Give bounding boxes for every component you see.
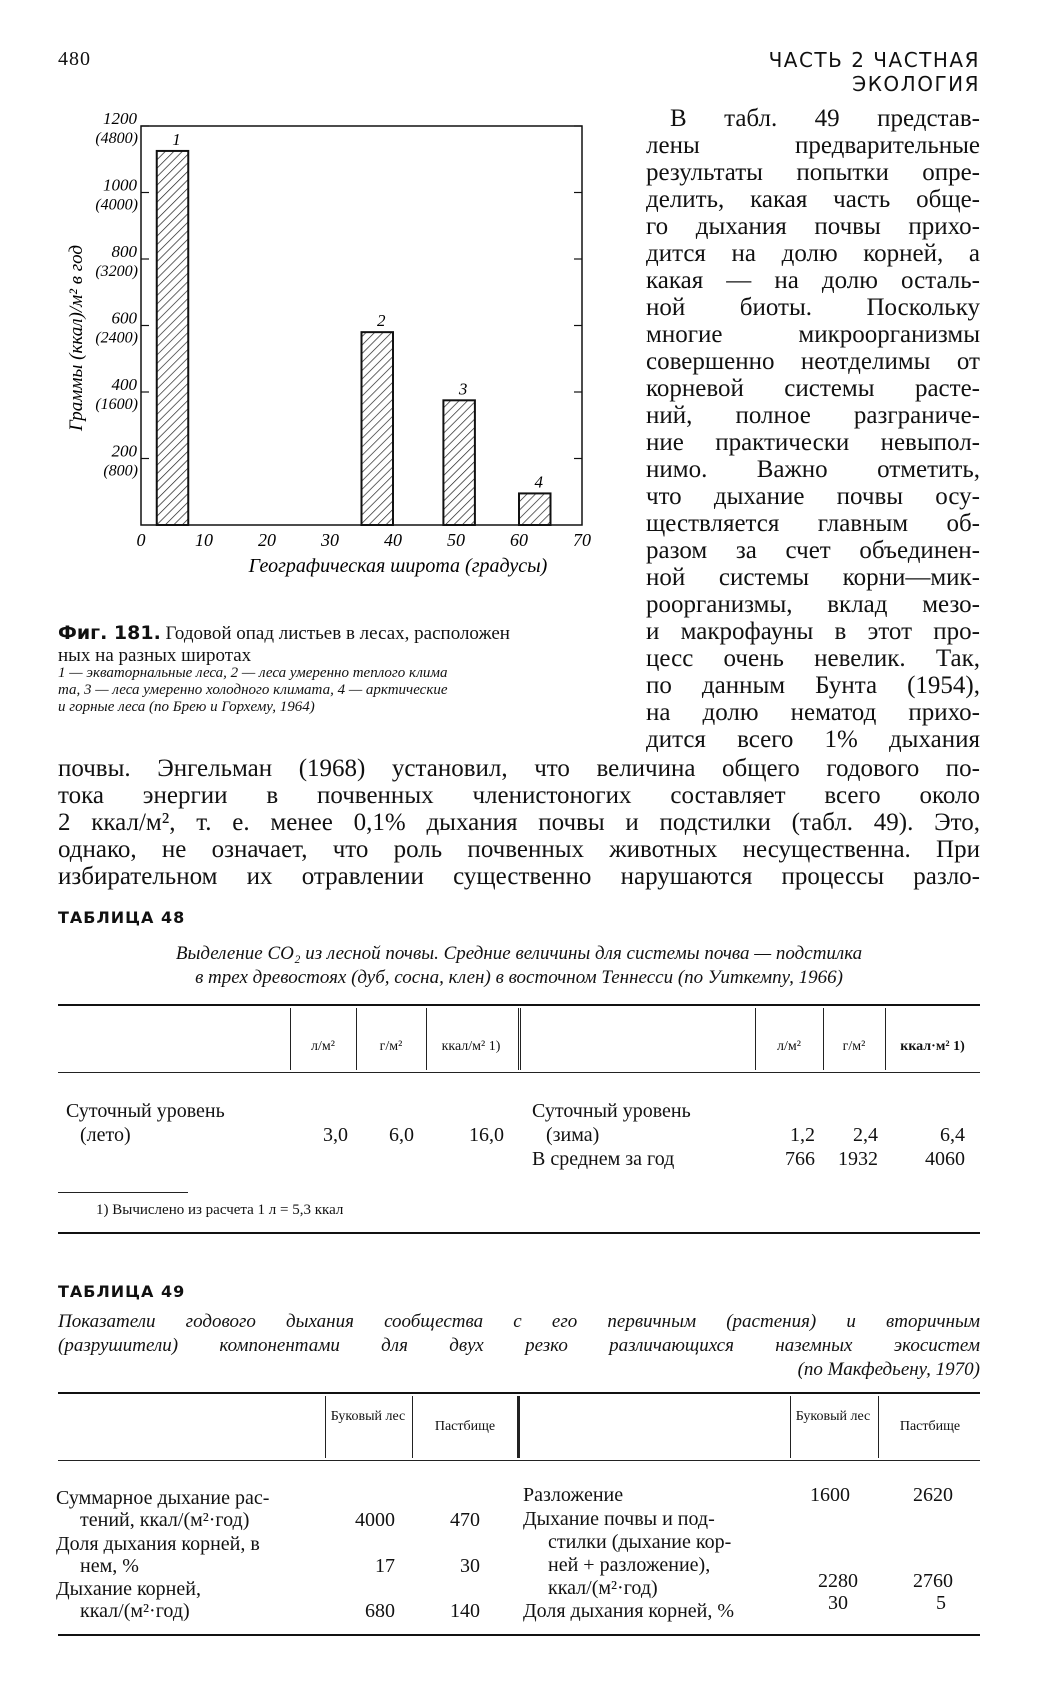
page-number: 480 (58, 48, 91, 70)
y-tick-sublabel: (4800) (95, 130, 138, 147)
table49-row-label: ккал/(м²·год) (548, 1577, 658, 1599)
text-line: делить, какая часть обще- (646, 186, 980, 213)
table49-row-label: Разложение (523, 1484, 624, 1506)
table49-row-label: Дыхание почвы и под- (523, 1508, 715, 1530)
table49-value: 5 (936, 1592, 946, 1614)
table49-value: 17 (375, 1555, 395, 1577)
table48-bottom-rule (58, 1232, 980, 1234)
table49-top-rule (58, 1392, 980, 1394)
figure-legend-line: и горные леса (по Брею и Горхему, 1964) (58, 699, 315, 715)
text-line: что дыхание почвы осу- (646, 483, 980, 510)
table48-row-label: (зима) (546, 1124, 600, 1146)
figure-legend-line: 1 — экваторнальные леса, 2 — леса умеренно теплого клима (58, 665, 448, 681)
text-line: 2 ккал/м², т. е. менее 0,1% дыхания почвы и подстилки (табл. 49). Это, (58, 809, 980, 836)
y-tick-label: 1000 (103, 175, 137, 195)
table48-value: 4060 (925, 1148, 965, 1170)
figure-caption (58, 622, 618, 667)
table49-header-beech: Буковый лес (795, 1409, 871, 1424)
y-axis-title: Граммы (ккал)/м² в год (66, 244, 87, 432)
table49-value: 2760 (913, 1570, 953, 1592)
text-line: ние практически невыпол- (646, 429, 980, 456)
text-line: тока энергии в почвенных членистоногих составляет всего около (58, 782, 980, 809)
table48-row-label: Суточный уровень (532, 1100, 691, 1122)
y-tick-sublabel: (800) (103, 462, 138, 480)
figure-caption-text-2: ных на разных широтах (58, 645, 252, 666)
table49-row-label: Доля дыхания корней, в (56, 1533, 260, 1555)
y-tick-sublabel: (1600) (95, 396, 138, 413)
body-text (58, 755, 980, 890)
table48-top-rule (58, 1004, 980, 1006)
table48-row-label: Суточный уровень (66, 1100, 225, 1122)
text-line: нимо. Важно отметить, (646, 456, 980, 483)
table49-value: 470 (450, 1509, 480, 1531)
bar-label: 2 (377, 311, 386, 331)
bar (157, 151, 189, 525)
text-line: В табл. 49 представ- (670, 105, 980, 132)
table48-header: ккал/м² 1) (441, 1039, 501, 1054)
table49-value: 2620 (913, 1484, 953, 1506)
text-line: какая — на долю осталь- (646, 267, 980, 294)
text-line: ществляется главным об- (646, 510, 980, 537)
text-line: ной системы корни—мик- (646, 564, 980, 591)
table49-row-label: Суммарное дыхание рас- (56, 1487, 270, 1509)
text-line: разом за счет объединен- (646, 537, 980, 564)
table48-header: ккал·м² 1) (900, 1039, 965, 1054)
x-tick-label: 70 (573, 530, 591, 550)
x-tick-label: 40 (384, 530, 402, 550)
table49-row-label: Дыхание корней, (56, 1578, 201, 1600)
text-line: роорганизмы, вклад мезо- (646, 591, 980, 618)
y-tick-label: 400 (111, 375, 137, 394)
bar (362, 332, 394, 525)
text-line: дится всего 1% дыхания (646, 726, 980, 753)
table48-value: 1,2 (790, 1124, 815, 1146)
bar (519, 493, 551, 525)
table48-value: 6,0 (389, 1124, 414, 1146)
text-line: по данным Бунта (1954), (646, 672, 980, 699)
y-tick-label: 600 (111, 308, 137, 328)
table49-value: 1600 (810, 1484, 850, 1506)
table49-row-label: стилки (дыхание кор- (548, 1531, 732, 1553)
x-tick-label: 50 (447, 530, 465, 550)
table49-value: 140 (450, 1600, 480, 1622)
x-tick-label: 10 (195, 530, 213, 550)
table48-value: 16,0 (469, 1124, 504, 1146)
text-line: на долю нематод прихо- (646, 699, 980, 726)
figure-legend (58, 665, 618, 716)
table48-caption-line: Выделение CO₂ из лесной почвы. Средние величины для системы почва — подстилка (175, 943, 863, 964)
bar-chart (55, 100, 640, 580)
y-tick-sublabel: (4000) (95, 196, 138, 214)
table49-header-pasture: Пастбище (434, 1419, 496, 1434)
table48-value: 766 (785, 1148, 815, 1170)
table48-header: г/м² (379, 1039, 403, 1054)
table48-label: ТАБЛИЦА 48 (58, 908, 186, 927)
x-tick-label: 30 (321, 530, 339, 550)
text-line: почвы. Энгельман (1968) установил, что величина общего годового по- (58, 755, 980, 782)
y-tick-label: 1200 (103, 109, 137, 128)
y-tick-label: 800 (111, 242, 137, 261)
x-axis-title: Географическая широта (градусы) (248, 555, 548, 577)
table48-header: л/м² (777, 1039, 801, 1054)
table49-header-pasture: Пастбище (899, 1419, 961, 1434)
bar-label: 1 (172, 129, 181, 149)
figure-legend-line: та, 3 — леса умеренно холодного климата, 4 — арктические (58, 682, 448, 698)
y-tick-sublabel: (3200) (95, 263, 138, 280)
table49-caption-line: (по Макфедьену, 1970) (797, 1359, 980, 1380)
table49-row-label: ней + разложение), (548, 1554, 711, 1576)
y-tick-sublabel: (2400) (95, 329, 138, 347)
text-line: многие микроорганизмы (646, 321, 980, 348)
table49-row-label: Доля дыхания корней, % (523, 1600, 735, 1622)
text-line: избирательном их отравлении существенно нарушаются процессы разло- (58, 863, 980, 890)
table49-header-rule (58, 1460, 980, 1461)
text-line: лены предварительные (646, 132, 980, 159)
table49-row-label: ккал/(м²·год) (80, 1600, 190, 1622)
table49-bottom-rule (58, 1634, 980, 1636)
table49-value: 2280 (818, 1570, 858, 1592)
right-column-text (646, 105, 980, 753)
table49-caption-line: (разрушители) компонентами для двух резко различающихся наземных экосистем (58, 1335, 980, 1356)
x-tick-label: 20 (258, 530, 276, 550)
running-title: ЧАСТЬ 2 ЧАСТНАЯ ЭКОЛОГИЯ (768, 48, 980, 96)
table48-value: 1932 (838, 1148, 878, 1170)
table49-value: 30 (828, 1592, 848, 1614)
text-line: го дыхания почвы прихо- (646, 213, 980, 240)
table48-row-label: (лето) (80, 1124, 131, 1146)
text-line: результаты попытки опре- (646, 159, 980, 186)
text-line: ной биоты. Поскольку (646, 294, 980, 321)
table48-row-label: В среднем за год (532, 1148, 675, 1170)
table48-footnote: 1) Вычислено из расчета 1 л = 5,3 ккал (96, 1202, 344, 1218)
bar-label: 4 (534, 472, 543, 492)
table48-caption (58, 942, 980, 990)
table49-caption (58, 1310, 980, 1382)
y-tick-label: 200 (111, 441, 137, 461)
table48-header: г/м² (842, 1039, 866, 1054)
text-line: совершенно неотделимы от (646, 348, 980, 375)
table49-header-beech: Буковый лес (330, 1409, 406, 1424)
table49-value: 30 (460, 1555, 480, 1577)
text-line: корневой системы расте- (646, 375, 980, 402)
text-line: ний, полное разграниче- (646, 402, 980, 429)
text-line: однако, не означает, что роль почвенных животных несущественна. При (58, 836, 980, 863)
bar-label: 3 (458, 379, 468, 399)
table48-value: 6,4 (940, 1124, 965, 1146)
table49-row-label: тений, ккал/(м²·год) (80, 1509, 250, 1531)
figure-caption-text: Годовой опад листьев в лесах, расположен (165, 623, 510, 644)
bar (443, 400, 475, 525)
text-line: и макрофауны в этот про- (646, 618, 980, 645)
table49-value: 4000 (355, 1509, 395, 1531)
table49-value: 680 (365, 1600, 395, 1622)
table49-caption-line: Показатели годового дыхания сообщества с его первичным (растения) и вторичным (58, 1311, 980, 1332)
table48-header-rule (58, 1072, 980, 1073)
table49-label: ТАБЛИЦА 49 (58, 1282, 186, 1301)
text-line: цесс очень невелик. Так, (646, 645, 980, 672)
table48-value: 3,0 (323, 1124, 348, 1146)
footnote-rule (58, 1192, 188, 1193)
x-tick-label: 60 (510, 530, 528, 550)
table48-header: л/м² (311, 1039, 335, 1054)
x-tick-label: 0 (136, 530, 146, 550)
table48-value: 2,4 (853, 1124, 878, 1146)
figure-number: Фиг. 181. (58, 622, 161, 644)
table49-row-label: нем, % (80, 1555, 139, 1577)
table48-caption-line: в трех древостоях (дуб, сосна, клен) в восточном Теннесси (по Уиткемпу, 1966) (195, 967, 843, 988)
text-line: дится на долю корней, а (646, 240, 980, 267)
